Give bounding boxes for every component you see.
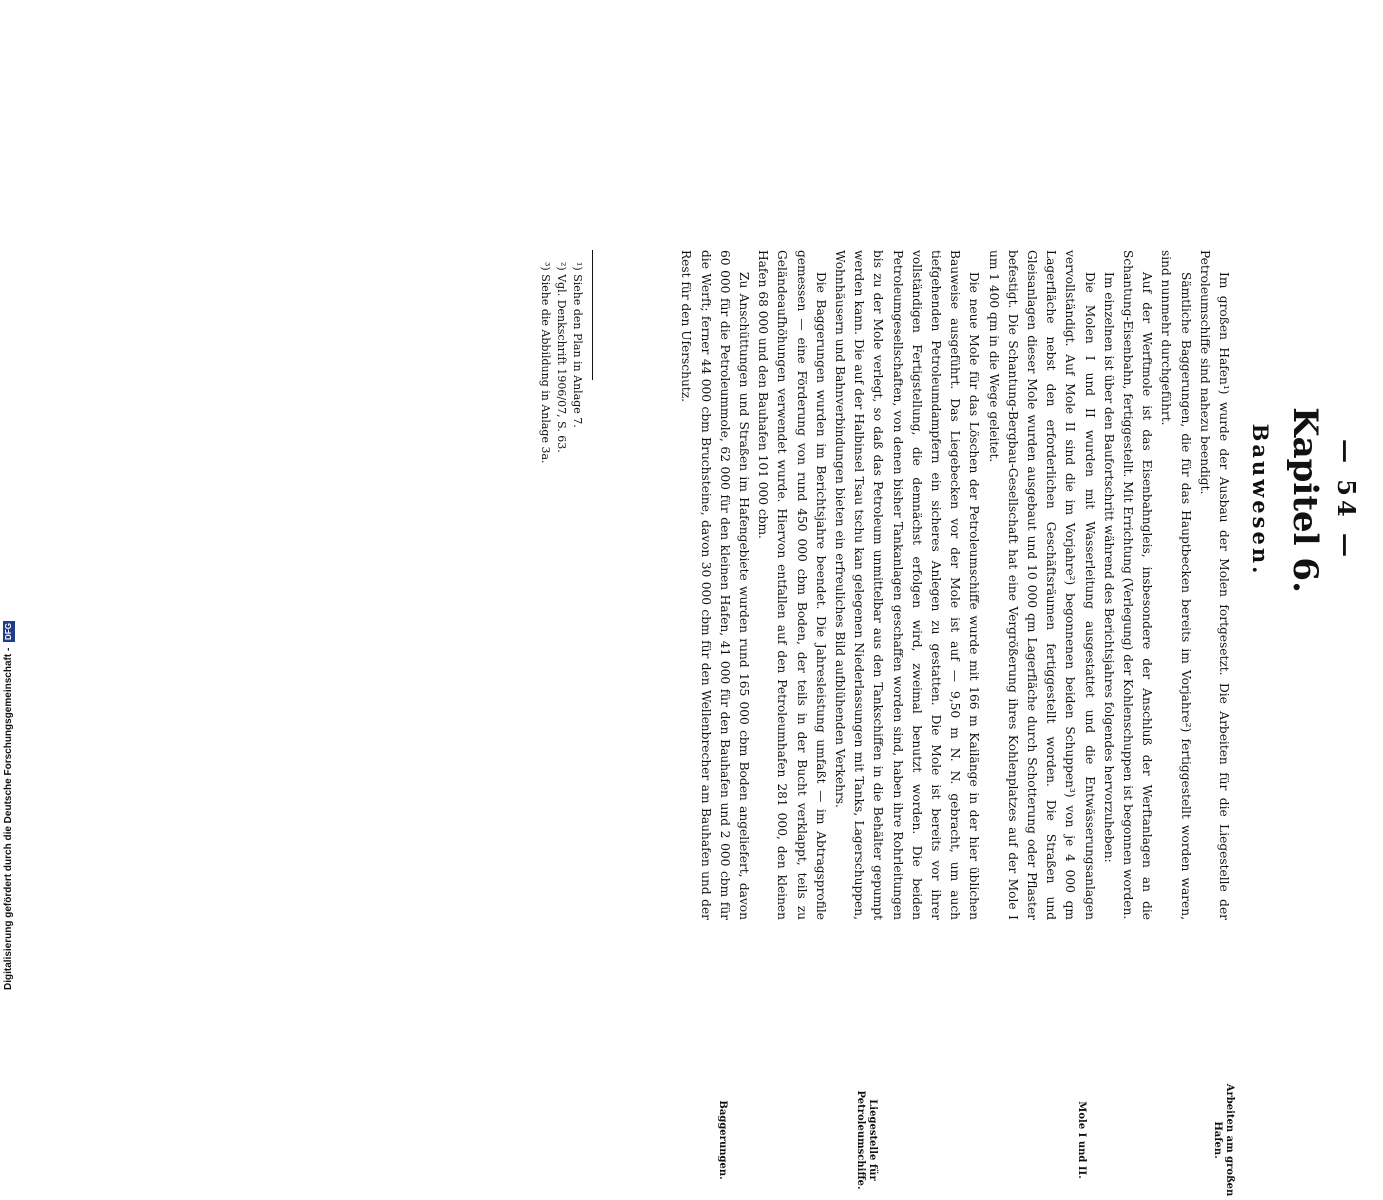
paragraph-baggerungen: Die Baggerungen wurden im Berichtsjahre beendet. Die Jahresleistung umfaßt — im Abtragsprofile gemessen — eine Förderung von rund 450 000 cbm Boden, der teils in der Bucht verklappt, teils zu Geländeaufhöhungen verwendet wurde. Hiervon entfallen auf den Petroleumhafen 281 000, den kleinen Hafen 68 000 und den Bauhafen 101 000 cbm.: [756, 250, 828, 920]
footnote-2: ²) Vgl. Denkschrift 1906/07, S. 63.: [555, 262, 568, 453]
margin-note-molen: Mole I und II.: [1076, 1101, 1087, 1179]
paragraph-molen: Die Molen I und II wurden mit Wasserleitung ausgestattet und die Entwässerungsanlagen vervollständigt. Auf Mole II sind die im Vorjahre²) begonnenen beiden Schuppen³) von je 4 000 qm Lagerfläche nebst den erforderlichen Geschäftsräumen fertiggestellt worden. Die Straßen und Gleisanlagen dieser Mole wurden ausgebaut und 10 000 qm Lagerfläche durch Schotterung oder Pflaster befestigt. Die Schantung-Bergbau-Gesellschaft hat eine Vergrößerung ihres Kohlenplatzes auf der Mole I um 1 400 qm in die Wege geleitet.: [986, 250, 1097, 920]
paragraph-hafen-intro: Im großen Hafen¹) wurde der Ausbau der Molen fortgesetzt. Die Arbeiten für die Liegestelle der Petroleumschiffe sind nahezu beendigt.: [1197, 250, 1231, 920]
paragraph-anschuettungen: Zu Anschüttungen und Straßen im Hafengebiete wurden rund 165 000 cbm Boden angeliefert, davon 60 000 für die Petroleummole, 62 000 für den kleinen Hafen, 41 000 für den Bauhafen und 2 000 cbm für die Werft; ferner 44 000 cbm Bruchsteine, davon 30 000 cbm für den Wellenbrecher am Bauhafen und der Rest für den Uferschutz.: [679, 250, 751, 920]
body-text: [676, 250, 1233, 920]
digitization-credit: [2, 190, 16, 990]
section-title: Bauwesen.: [1248, 423, 1273, 577]
dfg-logo: DFG: [4, 623, 13, 640]
footnote-divider: [592, 250, 593, 380]
footnote-3: ³) Siehe die Abbildung in Anlage 3a.: [539, 262, 552, 464]
footnotes: [537, 262, 585, 862]
paragraph-einzelnen: Im einzelnen ist über den Baufortschritt während des Berichtsjahres folgendes hervorzuheben:: [1101, 272, 1116, 863]
paragraph-werftmole: Auf der Werftmole ist das Eisenbahngleis, insbesondere der Anschluß der Werftanlagen an die Schantung-Eisenbahn, fertiggestellt. Mit Errichtung (Verlegung) der Kohlenschuppen ist begonnen worden.: [1120, 250, 1155, 920]
margin-note-baggerungen: Baggerungen.: [717, 1100, 728, 1180]
margin-note-hafen: Arbeiten am großen Hafen.: [1212, 1083, 1235, 1197]
chapter-title: Kapitel 6.: [1285, 407, 1325, 593]
paragraph-petroleummole: Die neue Mole für das Löschen der Petroleumschiffe wurde mit 166 m Kailänge in der hier üblichen Bauweise ausgeführt. Das Liegebecken vor der Mole ist auf — 9,50 m N. N. gebracht, um auch tiefgehenden Petroleumdampfern ein sicheres Anlegen zu gestatten. Die Mole ist bereits vor ihrer vollständigen Fertigstellung, die demnächst erfolgen wird, zweimal benutzt worden. Die beiden Petroleumgesellschaften, von denen bisher Tankanlagen geschaffen worden sind, haben ihre Rohrleitungen bis zu der Mole verlegt, so daß das Petroleum unmittelbar aus den Tankschiffen in die Behälter gepumpt werden kann. Die auf der Halbinsel Tsau tschu kan gelegenen Niederlassungen mit Tanks, Lagerschuppen, Wohnhäusern und Bahnverbindungen bieten ein erfreuliches Bild aufblühenden Verkehrs.: [832, 250, 982, 920]
margin-note-liegestelle: Liegestelle für Petroleumschiffe.: [855, 1090, 878, 1190]
digitization-credit-text: Digitalisierung gefördert durch die Deutsche Forschungsgemeinschaft -: [3, 647, 14, 990]
paragraph-baggerungen-vorjahr: Sämtliche Baggerungen, die für das Hauptbecken bereits im Vorjahre²) fertiggestellt worden waren, sind nunmehr durchgeführt.: [1159, 250, 1193, 920]
footnote-1: ¹) Siehe den Plan in Anlage 7.: [571, 262, 584, 428]
page-number: — 54 —: [1332, 438, 1361, 562]
